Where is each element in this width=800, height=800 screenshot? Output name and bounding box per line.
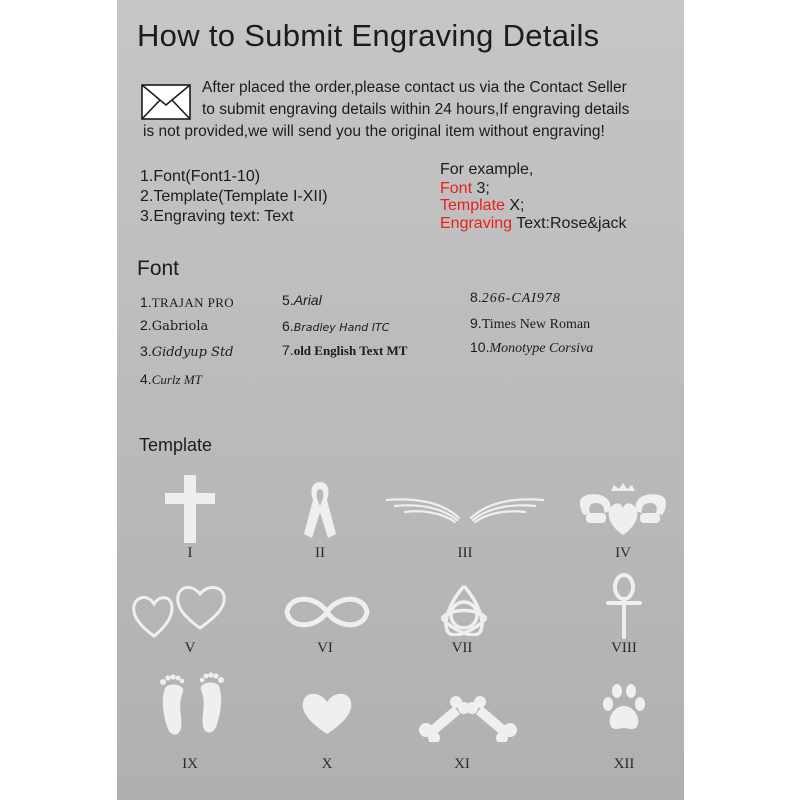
font-item-2 bbox=[140, 317, 208, 334]
step-template: 2.Template(Template I-XII) bbox=[140, 188, 328, 205]
page-title: How to Submit Engraving Details bbox=[137, 18, 600, 53]
template-label-9: IX bbox=[182, 756, 198, 772]
double-heart-icon bbox=[130, 578, 230, 640]
example-template-label: Template bbox=[440, 197, 505, 214]
font-num: 2. bbox=[140, 317, 152, 333]
font-num: 4. bbox=[140, 371, 152, 387]
font-name: Giddyup Std bbox=[151, 345, 234, 360]
font-num: 10. bbox=[470, 339, 490, 355]
font-name: old English Text MT bbox=[293, 343, 408, 358]
cross-icon bbox=[165, 475, 215, 543]
font-name: Bradley Hand ITC bbox=[293, 321, 390, 334]
font-name: Arial bbox=[293, 292, 322, 308]
template-label-1: I bbox=[187, 545, 193, 561]
example-template-value: X; bbox=[504, 197, 525, 214]
font-name: Times New Roman bbox=[481, 317, 591, 332]
trinity-knot-icon bbox=[436, 582, 492, 636]
font-name: Curlz MT bbox=[151, 372, 202, 387]
font-num: 3. bbox=[140, 343, 152, 359]
footprints-icon bbox=[157, 670, 227, 742]
example-heading: For example, bbox=[440, 161, 534, 178]
template-label-3: III bbox=[457, 545, 473, 561]
font-name: Monotype Corsiva bbox=[489, 341, 594, 356]
font-num: 6. bbox=[282, 318, 294, 334]
font-num: 8. bbox=[470, 289, 482, 305]
font-name: TRAJAN PRO bbox=[151, 295, 235, 310]
template-label-10: X bbox=[321, 756, 333, 772]
example-font-value: 3; bbox=[472, 180, 490, 197]
font-item-8 bbox=[470, 289, 561, 307]
example-font bbox=[440, 180, 490, 198]
step-font: 1.Font(Font1-10) bbox=[140, 168, 261, 185]
ankh-icon bbox=[606, 573, 642, 639]
envelope-icon bbox=[141, 84, 191, 120]
template-label-6: VI bbox=[317, 640, 333, 656]
font-item-1 bbox=[140, 294, 234, 311]
font-name: Gabriola bbox=[151, 319, 209, 334]
wings-icon bbox=[385, 494, 545, 524]
example-engraving-value: Text:Rose&jack bbox=[512, 215, 627, 232]
font-num: 5. bbox=[282, 292, 294, 308]
bone-icon bbox=[418, 692, 518, 742]
template-label-4: IV bbox=[615, 545, 631, 561]
template-label-7: VII bbox=[451, 640, 473, 656]
ribbon-icon bbox=[300, 478, 340, 542]
example-font-label: Font bbox=[440, 180, 473, 197]
paw-icon bbox=[602, 684, 646, 732]
font-item-5 bbox=[282, 292, 322, 308]
font-item-6 bbox=[282, 318, 389, 334]
example-engraving-label: Engraving bbox=[440, 215, 513, 232]
heart-icon bbox=[301, 690, 353, 736]
template-label-8: VIII bbox=[611, 640, 637, 656]
example-engraving bbox=[440, 215, 626, 233]
template-label-11: XI bbox=[454, 756, 470, 772]
font-num: 9. bbox=[470, 315, 482, 331]
font-item-3 bbox=[140, 343, 234, 360]
template-label-5: V bbox=[184, 640, 196, 656]
font-num: 7. bbox=[282, 342, 294, 358]
font-num: 1. bbox=[140, 294, 152, 310]
font-item-10 bbox=[470, 339, 593, 357]
intro-line-1: After placed the order,please contact us via the Contact Seller bbox=[202, 79, 627, 96]
infinity-icon bbox=[282, 588, 372, 636]
template-label-2: II bbox=[315, 545, 325, 561]
font-name: 266-CAI978 bbox=[481, 291, 561, 306]
example-template bbox=[440, 197, 524, 215]
step-engraving-text: 3.Engraving text: Text bbox=[140, 208, 294, 225]
claddagh-icon bbox=[578, 483, 668, 538]
template-section-title: Template bbox=[139, 435, 213, 455]
intro-line-2: to submit engraving details within 24 hours,If engraving details bbox=[202, 101, 630, 118]
font-item-4 bbox=[140, 371, 202, 388]
font-section-title: Font bbox=[137, 257, 180, 280]
intro-line-3: is not provided,we will send you the original item without engraving! bbox=[143, 123, 605, 140]
template-label-12: XII bbox=[613, 756, 635, 772]
font-item-7 bbox=[282, 342, 407, 359]
font-item-9 bbox=[470, 315, 590, 333]
